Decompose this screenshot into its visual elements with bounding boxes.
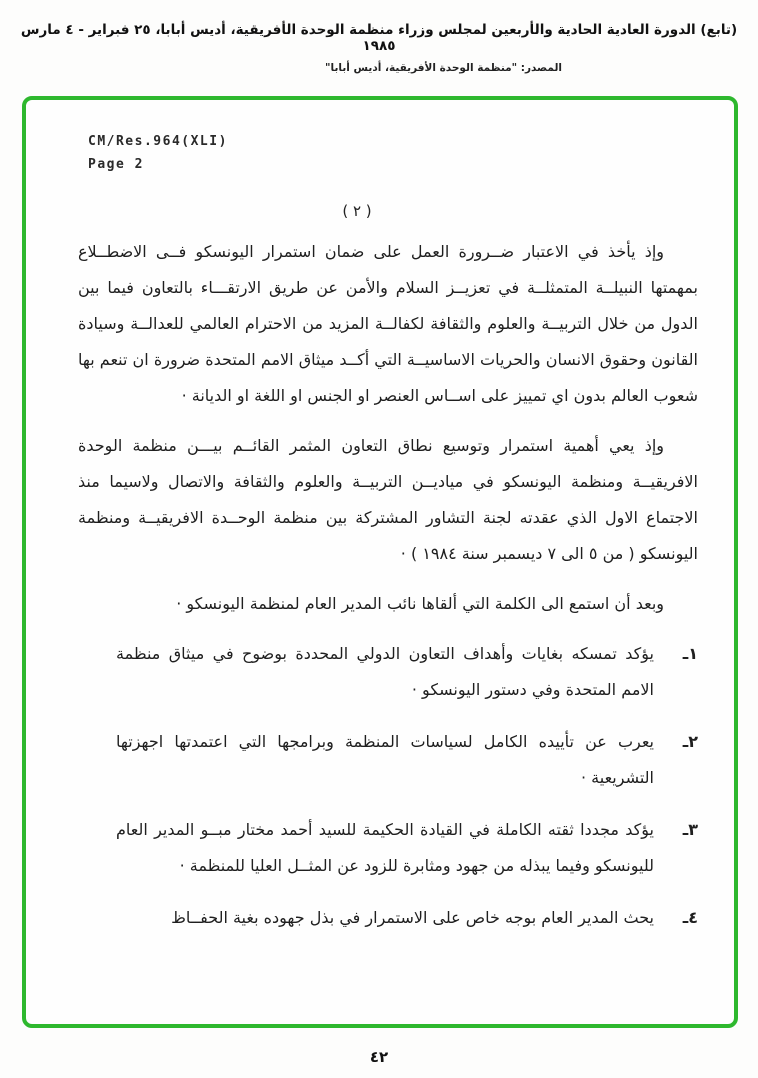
document-reference-block	[88, 134, 698, 172]
item-number-1: ١ـ	[682, 644, 698, 663]
item-text-3: يؤكد مجددا ثقته الكاملة في القيادة الحكيمة للسيد أحمد مختار مبــو المدير العام لليونسكو وفيما يبذله من جهود ومثابرة للزود عن المثــل العليا للمنظمة ·	[116, 820, 654, 875]
document-frame	[22, 96, 738, 1028]
list-item	[56, 724, 698, 796]
preamble-paragraph-2: وإذ يعي أهمية استمرار وتوسيع نطاق التعاون المثمر القائــم بيـــن منظمة الوحدة الافريقيــة ومنظمة اليونسكو في مياديــن التربيــة والعلوم والثقافة والاتصال ولاسيما منذ الاجتماع الاول الذي عقدته لجنة التشاور المشتركة بين منظمة الوحــدة الافريقيــة ومنظمة اليونسكو ( من ٥ الى ٧ ديسمبر سنة ١٩٨٤ ) ·	[78, 436, 698, 563]
item-text-2: يعرب عن تأييده الكامل لسياسات المنظمة وبرامجها التي اعتمدتها اجهزتها التشريعية ·	[116, 732, 654, 787]
item-number-2: ٢ـ	[682, 732, 698, 751]
preamble-paragraph-3: وبعد أن استمع الى الكلمة التي ألقاها نائب المدير العام لمنظمة اليونسكو ·	[176, 594, 664, 613]
operative-clauses	[56, 636, 698, 936]
source-line: المصدر: "منظمة الوحدة الأفريقية، أديس أبابا"	[325, 62, 562, 74]
list-item	[56, 812, 698, 884]
session-title: (تابع) الدورة العادية الحادية والأربعين لمجلس وزراء منظمة الوحدة الأفريقية، أديس أبابا، ٢٥ فبراير - ٤ مارس ١٩٨٥	[20, 22, 738, 54]
resolution-number: CM/Res.964(XLI)	[88, 134, 228, 149]
page-header	[0, 0, 758, 74]
item-number-4: ٤ـ	[682, 908, 698, 927]
list-item	[56, 636, 698, 708]
list-item	[56, 900, 698, 936]
resolution-body	[56, 234, 698, 936]
item-number-3: ٣ـ	[682, 820, 698, 839]
item-text-1: يؤكد تمسكه بغايات وأهداف التعاون الدولي المحددة بوضوح في ميثاق منظمة الامم المتحدة وفي دستور اليونسكو ·	[116, 644, 654, 699]
page-number: ٤٢	[369, 1048, 389, 1066]
page-label: Page 2	[88, 157, 144, 172]
section-number: ( ٢ )	[342, 202, 372, 220]
item-text-4: يحث المدير العام بوجه خاص على الاستمرار في بذل جهوده بغية الحفــاظ	[171, 908, 654, 927]
preamble-paragraph-1: وإذ يأخذ في الاعتبار ضــرورة العمل على ضمان استمرار اليونسكو فــى الاضطــلاع بمهمتها النبيلــة المتمثلــة في تعزيــز السلام والأمن عن طريق الارتقـــاء بالتعاون فيما بين الدول من خلال التربيــة والعلوم والثقافة لكفالــة المزيد من الاحترام العالمي للعدالــة وسيادة القانون وحقوق الانسان والحريات الاساسيــة التي أكــد ميثاق الامم المتحدة ضرورة ان تنعم بها شعوب العالم بدون اي تمييز على اســاس العنصر او الجنس او اللغة او الديانة ·	[78, 242, 698, 405]
